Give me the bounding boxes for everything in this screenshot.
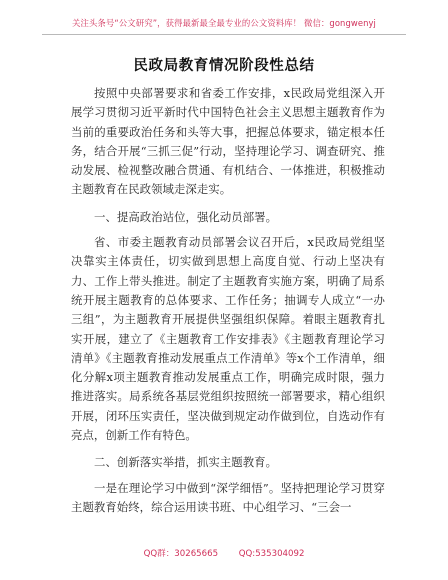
section-heading-1: 一、提高政治站位，强化动员部署。 bbox=[94, 209, 278, 224]
document-body bbox=[71, 84, 385, 517]
footer-contact bbox=[0, 547, 448, 559]
section-heading-2: 二、创新落实举措，抓实主题教育。 bbox=[94, 455, 278, 470]
section-paragraph-2: 一是在理论学习中做到“深学细悟”。坚持把理论学习贯穿主题教育始终，综合运用读书班、中心组学习、“三会一 bbox=[71, 480, 385, 514]
document-title: 民政局教育情况阶段性总结 bbox=[133, 58, 315, 74]
footer-qq-group[interactable]: QQ群：30265665 bbox=[143, 549, 219, 559]
header-divider bbox=[42, 34, 406, 35]
header-banner[interactable]: 关注头条号“公文研究”，获得最新最全最专业的公文资料库！ 微信：gongwenyj bbox=[72, 18, 376, 28]
intro-paragraph: 按照中央部署要求和省委工作安排，x民政局党组深入开展学习贯彻习近平新时代中国特色社会主义思想主题教育作为当前的重要政治任务和头等大事，把握总体要求，锚定根本任务，结合开展“三抓三促”行动，坚持理论学习、调查研究、推动发展、检视整改融合贯通、有机结合、一体推进，积极推动主题教育在民政领域走深走实。 bbox=[71, 86, 385, 197]
footer-qq[interactable]: QQ:535304092 bbox=[238, 549, 305, 559]
section-paragraph-1: 省、市委主题教育动员部署会议召开后，x民政局党组坚决靠实主体责任，切实做到思想上高度自觉、行动上坚决有力、工作上带头推进。制定了主题教育实施方案，明确了局系统开展主题教育的总体要求、工作任务；抽调专人成立“一办三组”，为主题教育开展提供坚强组织保障。着眼主题教育扎实开展，建立了《主题教育工作安排表》《主题教育理论学习清单》《主题教育推动发展重点工作清单》等x个工作清单，细化分解x项主题教育推动发展重点工作，明确完成时限，强力推进落实。局系统各基层党组织按照统一部署要求，精心组织开展，闭环压实责任，坚决做到规定动作做到位，自选动作有亮点，创新工作有特色。 bbox=[71, 235, 385, 443]
